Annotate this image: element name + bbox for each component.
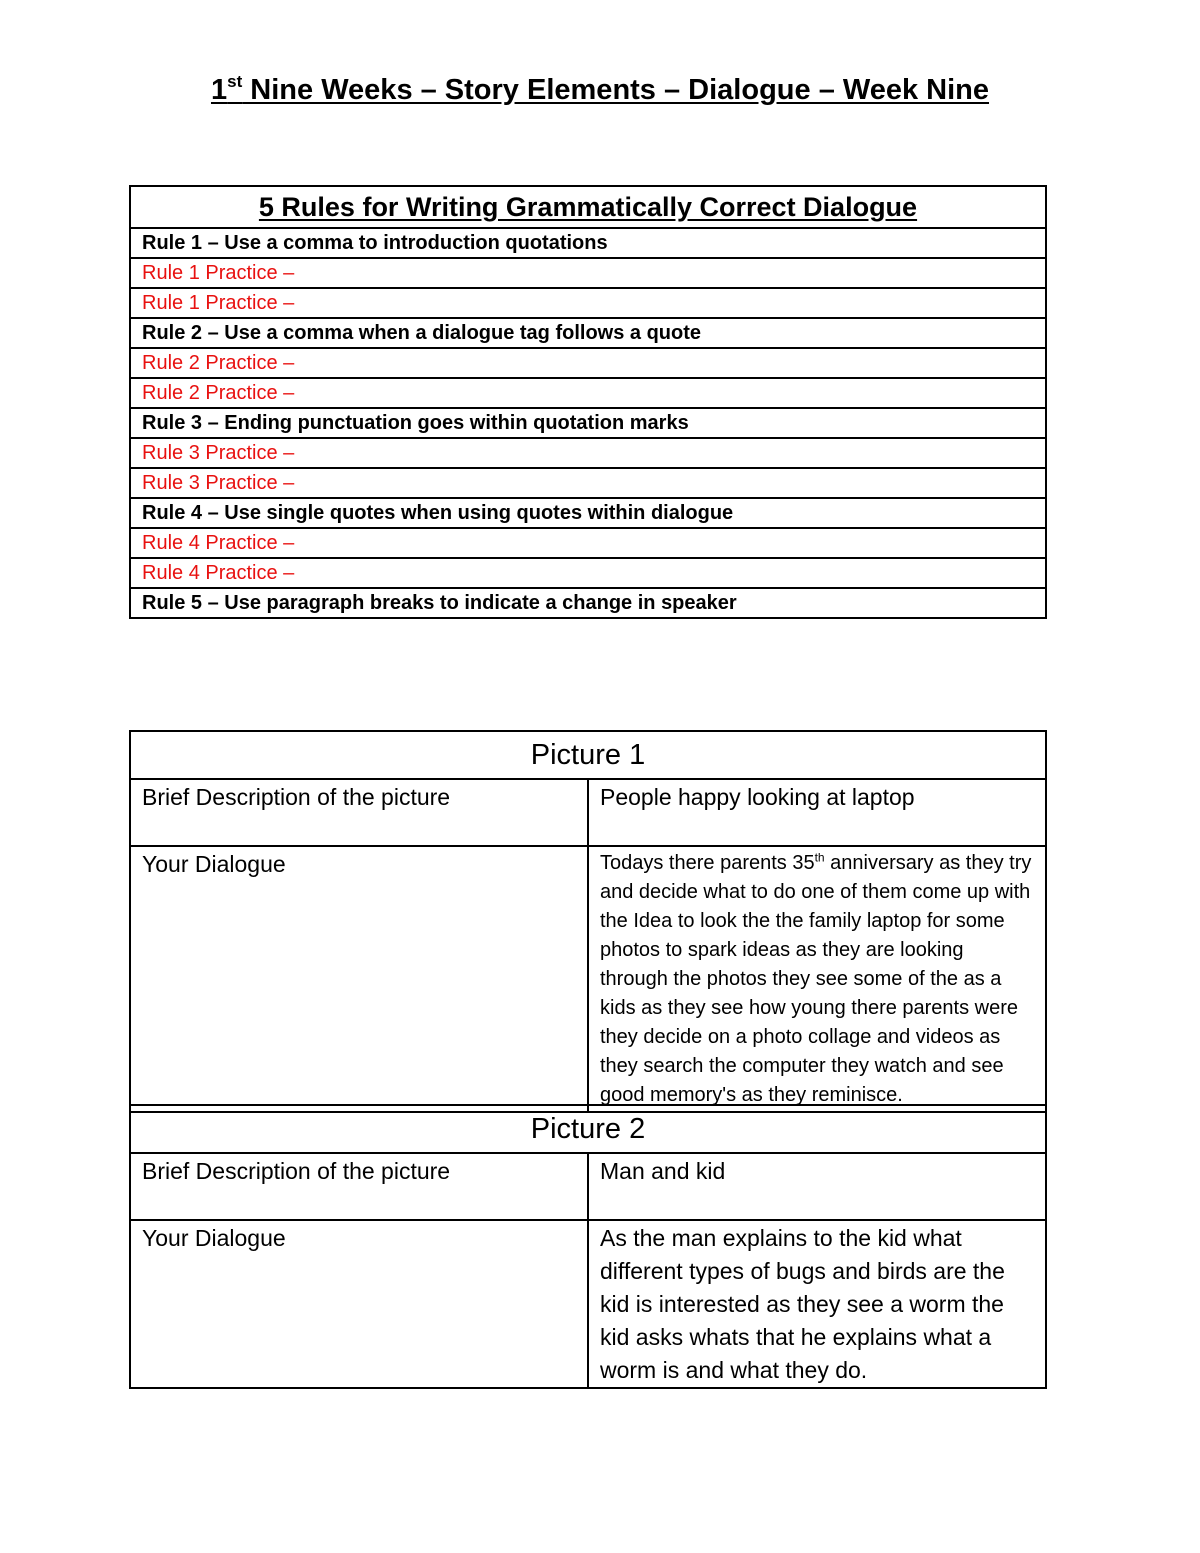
picture-1-dialogue-start: Todays there parents 35 (600, 852, 815, 874)
picture-1-header-row (130, 731, 1046, 779)
page-title (0, 74, 1200, 107)
title-text: Nine Weeks – Story Elements – Dialogue – Week Nine (242, 74, 990, 106)
practice-row (130, 528, 1046, 558)
rule-row (130, 228, 1046, 258)
rule-3-practice-b: Rule 3 Practice – (130, 468, 1046, 498)
title-number: 1 (210, 74, 228, 106)
practice-row (130, 558, 1046, 588)
rule-5-text: Rule 5 – Use paragraph breaks to indicate a change in speaker (130, 588, 1046, 618)
rule-row (130, 318, 1046, 348)
rule-1-practice-a: Rule 1 Practice – (130, 258, 1046, 288)
practice-row (130, 438, 1046, 468)
rule-row (130, 408, 1046, 438)
picture-1-dialogue-row (130, 846, 1046, 1112)
picture-1-dialogue-label: Your Dialogue (130, 846, 588, 1112)
picture-1-dialogue-rest: anniversary as they try and decide what to do one of them come up with the Idea to look the the family laptop for some photos to spark ideas as they are looking through the photos they see some of the as a kids as they see how young there parents were they decide on a photo collage and videos as they search the computer they watch and see good memory's as they reminisce. (600, 852, 1032, 1106)
picture-2-table (129, 1104, 1047, 1389)
picture-1-description-row (130, 779, 1046, 846)
picture-2-heading: Picture 2 (130, 1105, 1046, 1153)
rule-row (130, 588, 1046, 618)
picture-1-heading: Picture 1 (130, 731, 1046, 779)
picture-1-dialogue-ordinal: th (814, 850, 825, 865)
practice-row (130, 258, 1046, 288)
picture-2-description-row (130, 1153, 1046, 1220)
title-ordinal-suffix: st (227, 72, 243, 91)
practice-row (130, 288, 1046, 318)
practice-row (130, 468, 1046, 498)
picture-2-header-row (130, 1105, 1046, 1153)
rules-table-header-row (130, 186, 1046, 228)
rules-table-heading: 5 Rules for Writing Grammatically Correct Dialogue (130, 186, 1046, 228)
rule-3-text: Rule 3 – Ending punctuation goes within quotation marks (130, 408, 1046, 438)
rule-2-practice-b: Rule 2 Practice – (130, 378, 1046, 408)
picture-2-description-value: Man and kid (588, 1153, 1046, 1220)
picture-2-description-label: Brief Description of the picture (130, 1153, 588, 1220)
rule-4-practice-b: Rule 4 Practice – (130, 558, 1046, 588)
picture-2-dialogue-label: Your Dialogue (130, 1220, 588, 1388)
rule-1-practice-b: Rule 1 Practice – (130, 288, 1046, 318)
picture-1-table (129, 730, 1047, 1113)
rule-3-practice-a: Rule 3 Practice – (130, 438, 1046, 468)
picture-1-dialogue-value (588, 846, 1046, 1112)
rule-1-text: Rule 1 – Use a comma to introduction quotations (130, 228, 1046, 258)
practice-row (130, 378, 1046, 408)
rule-2-practice-a: Rule 2 Practice – (130, 348, 1046, 378)
rule-row (130, 498, 1046, 528)
rule-4-text: Rule 4 – Use single quotes when using quotes within dialogue (130, 498, 1046, 528)
picture-2-dialogue-value: As the man explains to the kid what different types of bugs and birds are the kid is interested as they see a worm the kid asks whats that he explains what a worm is and what they do. (588, 1220, 1046, 1388)
picture-1-description-value: People happy looking at laptop (588, 779, 1046, 846)
rules-table (129, 185, 1047, 619)
picture-2-dialogue-row (130, 1220, 1046, 1388)
rule-2-text: Rule 2 – Use a comma when a dialogue tag follows a quote (130, 318, 1046, 348)
picture-1-description-label: Brief Description of the picture (130, 779, 588, 846)
rule-4-practice-a: Rule 4 Practice – (130, 528, 1046, 558)
practice-row (130, 348, 1046, 378)
